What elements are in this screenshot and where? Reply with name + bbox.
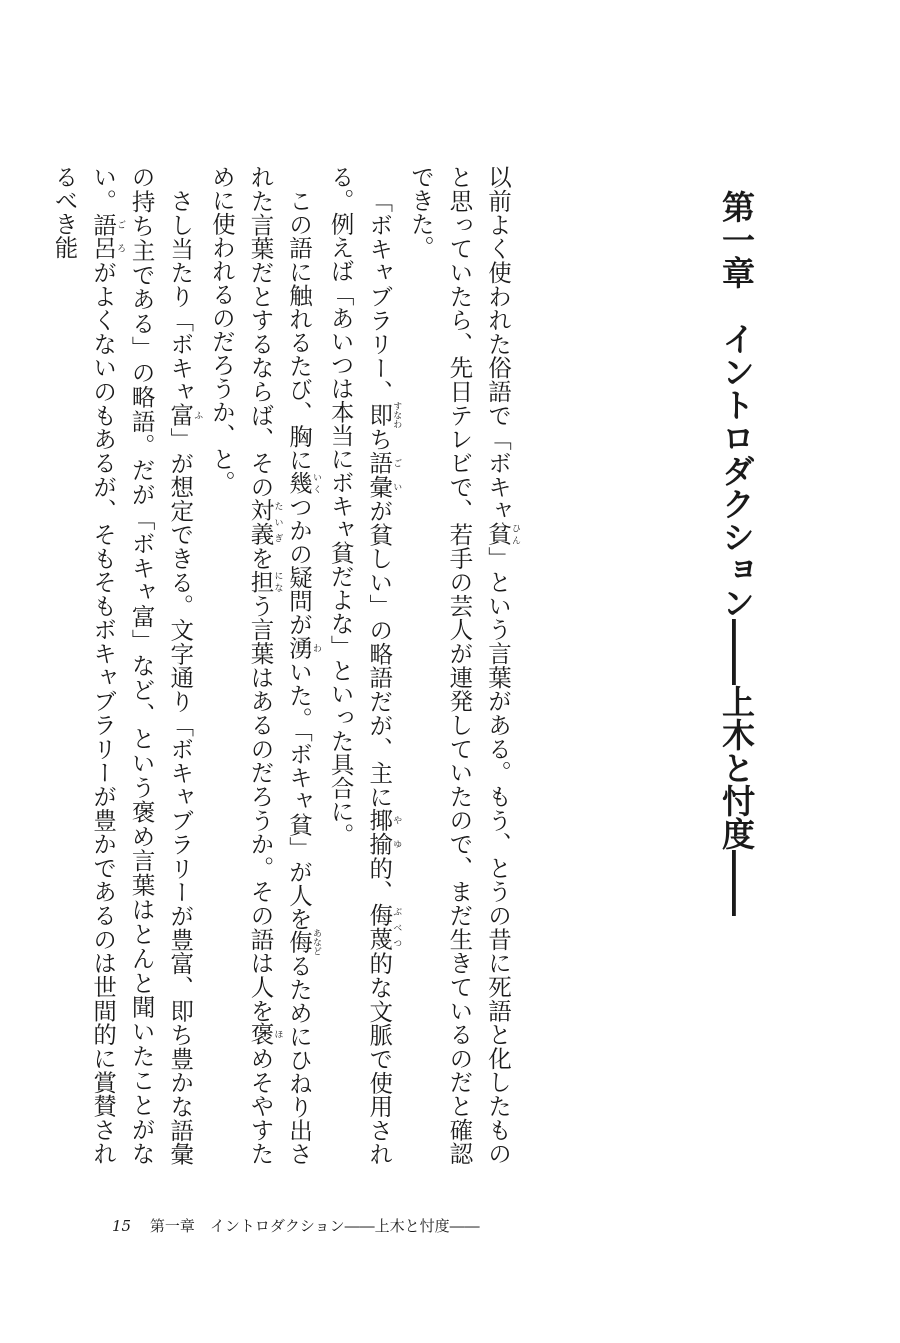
ruby-reading: いく	[311, 470, 322, 495]
text-run: 的、	[365, 855, 394, 904]
ruby-word	[285, 635, 322, 660]
ruby-reading: ごい	[391, 450, 402, 498]
ruby-word	[246, 498, 283, 547]
ruby-base: 侮蔑	[365, 903, 394, 951]
text-run: 」という言葉がある。もう、とうの昔に死語と化したものと思っていたら、先日テレビで、若手の芸人が連発していたので、まだ生きているのだと確認できた。	[406, 165, 512, 1166]
text-run: いた。「ボキャ貧」が人を	[285, 659, 314, 930]
ruby-reading: たいぎ	[272, 498, 283, 546]
ruby-reading: あなど	[311, 928, 322, 955]
ruby-base: 揶揄	[365, 807, 394, 856]
paragraph	[321, 165, 401, 1165]
paragraph	[45, 165, 202, 1165]
ruby-word	[365, 903, 402, 951]
page-number: 15	[112, 1217, 132, 1235]
ruby-base: 湧	[285, 635, 314, 660]
ruby-word	[246, 1022, 283, 1047]
ruby-base: 語彙	[365, 450, 394, 499]
ruby-reading: ろ	[115, 236, 126, 260]
text-run: この語に触れるたび、胸に	[285, 188, 314, 471]
text-run: 以前よく使われた俗語で「ボキャ	[484, 165, 512, 523]
ruby-reading: すなわ	[391, 401, 402, 429]
text-run: ち	[365, 426, 394, 451]
ruby-base: 対義	[246, 498, 275, 547]
running-head: 第一章 イントロダクション――上木と忖度――	[149, 1217, 480, 1235]
ruby-base: 呂	[89, 236, 118, 261]
text-run: 「ボキャブラリー、	[365, 188, 394, 403]
ruby-reading: ご	[115, 212, 126, 237]
text-run: う言葉はあるのだろうか。その語は人を	[246, 593, 275, 1023]
ruby-word	[89, 236, 126, 261]
ruby-base: 幾	[285, 470, 314, 495]
ruby-reading: にな	[272, 569, 283, 594]
text-run: が貧しい」の略語だが、主に	[365, 498, 394, 808]
chapter-title: 第一章 イントロダクション――上木と忖度――	[717, 190, 756, 916]
ruby-base: 即	[365, 401, 394, 429]
ruby-reading: ふ	[192, 402, 203, 427]
ruby-reading: ぶべつ	[391, 903, 402, 951]
text-run: るためにひねり出された言葉だとするならば、その	[246, 165, 314, 1166]
ruby-base: 貧	[484, 522, 512, 547]
ruby-word	[365, 401, 402, 429]
ruby-word	[365, 807, 402, 856]
text-run: めそやすために使われるのだろうか、と。	[207, 165, 275, 1166]
body-text	[45, 165, 520, 1165]
text-run: を	[246, 546, 275, 570]
ruby-word	[285, 470, 322, 495]
text-run: さし当たり「ボキャ	[166, 188, 195, 403]
ruby-reading: わ	[311, 635, 322, 660]
text-run: 」が想定できる。文字通り「ボキャブラリーが豊富、即ち豊かな語彙の持ち主である」の略語。だが「ボキャ富」など、という褒め言葉はとんと聞いたことがない。	[89, 165, 195, 1166]
ruby-base: 担	[246, 569, 275, 594]
paragraph	[202, 165, 321, 1165]
ruby-word	[365, 450, 402, 499]
text-run: がよくないのもあるが、そもそもボキャブラリーが豊かであるのは世間的に賞賛されるべき能	[50, 165, 118, 1166]
ruby-word	[89, 212, 126, 237]
ruby-word	[484, 522, 520, 547]
ruby-word	[166, 402, 203, 427]
ruby-base: 褒	[246, 1022, 275, 1047]
ruby-base: 侮	[285, 928, 314, 955]
ruby-reading: ひん	[510, 522, 520, 546]
text-run: 的な文脈で使用される。例えば「あいつは本当にボキャ貧だよな」といった具合に。	[326, 165, 394, 1166]
text-run: つかの疑問が	[285, 494, 314, 636]
running-footer	[112, 1215, 480, 1236]
ruby-reading: ほ	[272, 1022, 283, 1046]
ruby-base: 富	[166, 402, 195, 427]
ruby-word	[246, 569, 283, 594]
ruby-reading: やゆ	[391, 807, 402, 856]
ruby-word	[285, 928, 322, 955]
ruby-base: 語	[89, 212, 118, 237]
paragraph	[401, 165, 520, 1165]
